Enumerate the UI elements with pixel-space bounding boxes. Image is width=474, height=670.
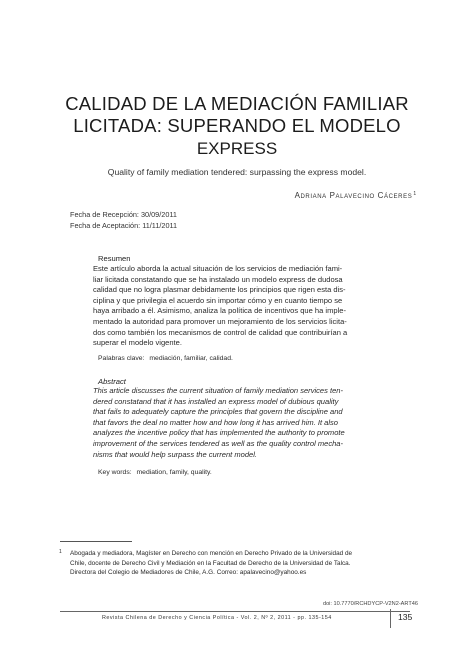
article-dates	[70, 210, 177, 231]
abstract-line: that favors the deal no matter how and how long it has arrived him. It also	[93, 417, 338, 427]
key-words	[98, 469, 212, 476]
resumen-line: superar el modelo vigente.	[93, 338, 182, 348]
resumen-line: liar licitada constatando que se ha instalado un modelo express de dudosa	[93, 274, 343, 284]
palabras-clave	[98, 355, 233, 362]
footnote-mark: 1	[59, 549, 62, 555]
palabras-clave-label: Palabras clave:	[98, 355, 145, 362]
footnote-rule	[60, 541, 132, 542]
article-title	[60, 93, 414, 137]
resumen-line: mentado la autoridad para promover un mejoramiento de los servicios licita-	[93, 316, 347, 326]
author-line	[295, 191, 417, 200]
resumen-line: ciplina y que privilegia el acuerdo sin importar cómo y en cuanto tiempo se	[93, 295, 343, 305]
abstract-line: dered constatand that it has installed an express model of dubious quality	[93, 396, 339, 406]
abstract-text	[93, 386, 401, 460]
footer-rule	[60, 611, 410, 612]
footnote-line: Chile, docente de Derecho Civil y Mediación en la Facultad de Derecho de la Universidad de Talca.	[70, 559, 351, 567]
resumen-line: haya arribado a él. Asimismo, analiza la política de incentivos que ha imple-	[93, 306, 346, 316]
title-line-2: LICITADA: SUPERANDO EL MODELO	[73, 115, 401, 136]
resumen-heading: Resumen	[98, 254, 131, 263]
page-number: 135	[398, 612, 413, 622]
resumen-text	[93, 264, 401, 349]
received-date: Fecha de Recepción: 30/09/2011	[70, 210, 177, 219]
abstract-heading: Abstract	[98, 377, 126, 386]
author-name: Adriana Palavecino Cáceres	[294, 191, 413, 201]
footnote-line: Directora del Colegio de Mediadores de Chile, A.G. Correo: apalavecino@yahoo.es	[70, 569, 307, 577]
key-words-values: mediation, family, quality.	[136, 469, 212, 476]
accepted-date: Fecha de Aceptación: 11/11/2011	[70, 220, 178, 230]
author-footnote-mark: 1	[413, 191, 417, 197]
abstract-line: analyzes the incentive policy that has implemented the authority to promote	[93, 428, 345, 438]
resumen-line: Este artículo aborda la actual situación de los servicios de mediación fami-	[93, 264, 343, 273]
palabras-clave-values: mediación, familiar, calidad.	[149, 355, 233, 362]
resumen-line: dos como también los mecanismos de control de calidad que contribuirían a	[93, 327, 348, 337]
doi: doi: 10.7770/RCHDYCP-V2N2-ART46	[322, 601, 418, 607]
abstract-line: that fails to adequately capture the principles that govern the discipline and	[93, 407, 343, 417]
footnote	[59, 549, 422, 578]
abstract-line: This article discusses the current situation of family mediation services ten-	[93, 386, 343, 395]
footnote-line: Abogada y mediadora, Magíster en Derecho con mención en Derecho Privado de la Universidad de	[70, 550, 353, 557]
title-line-3: EXPRESS	[196, 139, 278, 158]
journal-citation: Revista Chilena de Derecho y Ciencia Política - Vol. 2, Nº 2, 2011 - pp. 135-154	[102, 615, 332, 621]
title-line-1: CALIDAD DE LA MEDIACIÓN FAMILIAR	[65, 93, 409, 114]
key-words-label: Key words:	[98, 469, 132, 476]
page-number-separator	[390, 609, 391, 628]
resumen-line: calidad que no logra plasmar debidamente los principios que rigen esta dis-	[93, 285, 346, 295]
abstract-line: nisms that would help surpass the current model.	[93, 449, 258, 459]
abstract-line: improvement of the services tendered as well as the quality control mecha-	[93, 438, 344, 448]
english-subtitle: Quality of family mediation tendered: surpassing the express model.	[107, 167, 367, 177]
